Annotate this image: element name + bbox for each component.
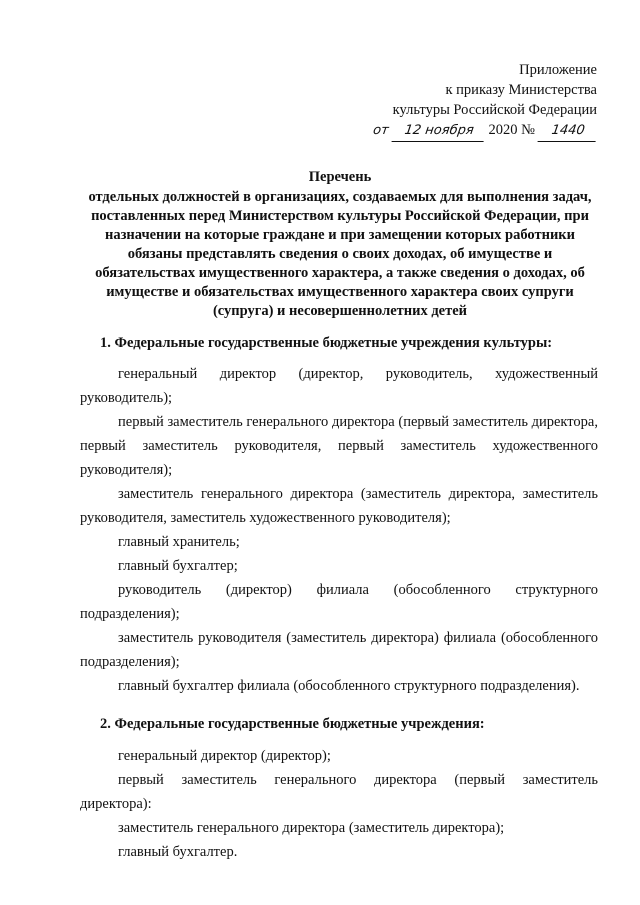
handwritten-order-number: 1440 [538, 121, 599, 142]
list-item: генеральный директор (директор, руководитель, художественный руководитель); [80, 366, 598, 406]
list-item: заместитель генерального директора (заместитель директора); [118, 820, 505, 836]
date-prefix: от [372, 123, 390, 138]
handwritten-date: 12 ноября [391, 121, 486, 142]
ministry-name: культуры Российской Федерации [392, 102, 597, 118]
year-text: 2020 № [488, 122, 535, 138]
list-item: главный бухгалтер. [118, 844, 238, 860]
list-item: руководитель (директор) филиала (обособленного структурного подразделения); [80, 582, 598, 622]
appendix-header [373, 60, 597, 142]
list-item: главный бухгалтер; [118, 558, 238, 574]
list-item: главный бухгалтер филиала (обособленного структурного подразделения). [118, 678, 580, 694]
list-item: заместитель генерального директора (заместитель директора, заместитель руководителя, заместитель художественного руководителя); [80, 486, 598, 526]
list-item: главный хранитель; [118, 534, 240, 550]
order-reference: к приказу Министерства [445, 82, 597, 98]
section-2-heading: 2. Федеральные государственные бюджетные учреждения: [100, 716, 485, 732]
title-heading: Перечень [308, 169, 372, 185]
list-item: генеральный директор (директор); [118, 748, 331, 764]
document-title [80, 168, 600, 321]
order-date-number [373, 120, 597, 142]
list-item: первый заместитель генерального директора (первый заместитель директора): [80, 772, 598, 812]
title-body: отдельных должностей в организациях, создаваемых для выполнения задач, поставленных перед Министерством культуры Российской Федерации, при назначении на которые граждане и при замещении которых работники обязаны представлять сведения о своих доходах, об имуществе и обязательствах имущественного характера, а также сведения о доходах, об имуществе и обязательствах имущественного характера своих супруги (супруга) и несовершеннолетних детей [88, 189, 592, 319]
list-item: заместитель руководителя (заместитель директора) филиала (обособленного подразделения); [80, 630, 598, 670]
list-item: первый заместитель генерального директора (первый заместитель директора, первый заместитель руководителя, первый заместитель художественного руководителя); [80, 414, 598, 478]
section-1-heading: 1. Федеральные государственные бюджетные учреждения культуры: [100, 335, 553, 351]
appendix-label: Приложение [519, 62, 597, 78]
